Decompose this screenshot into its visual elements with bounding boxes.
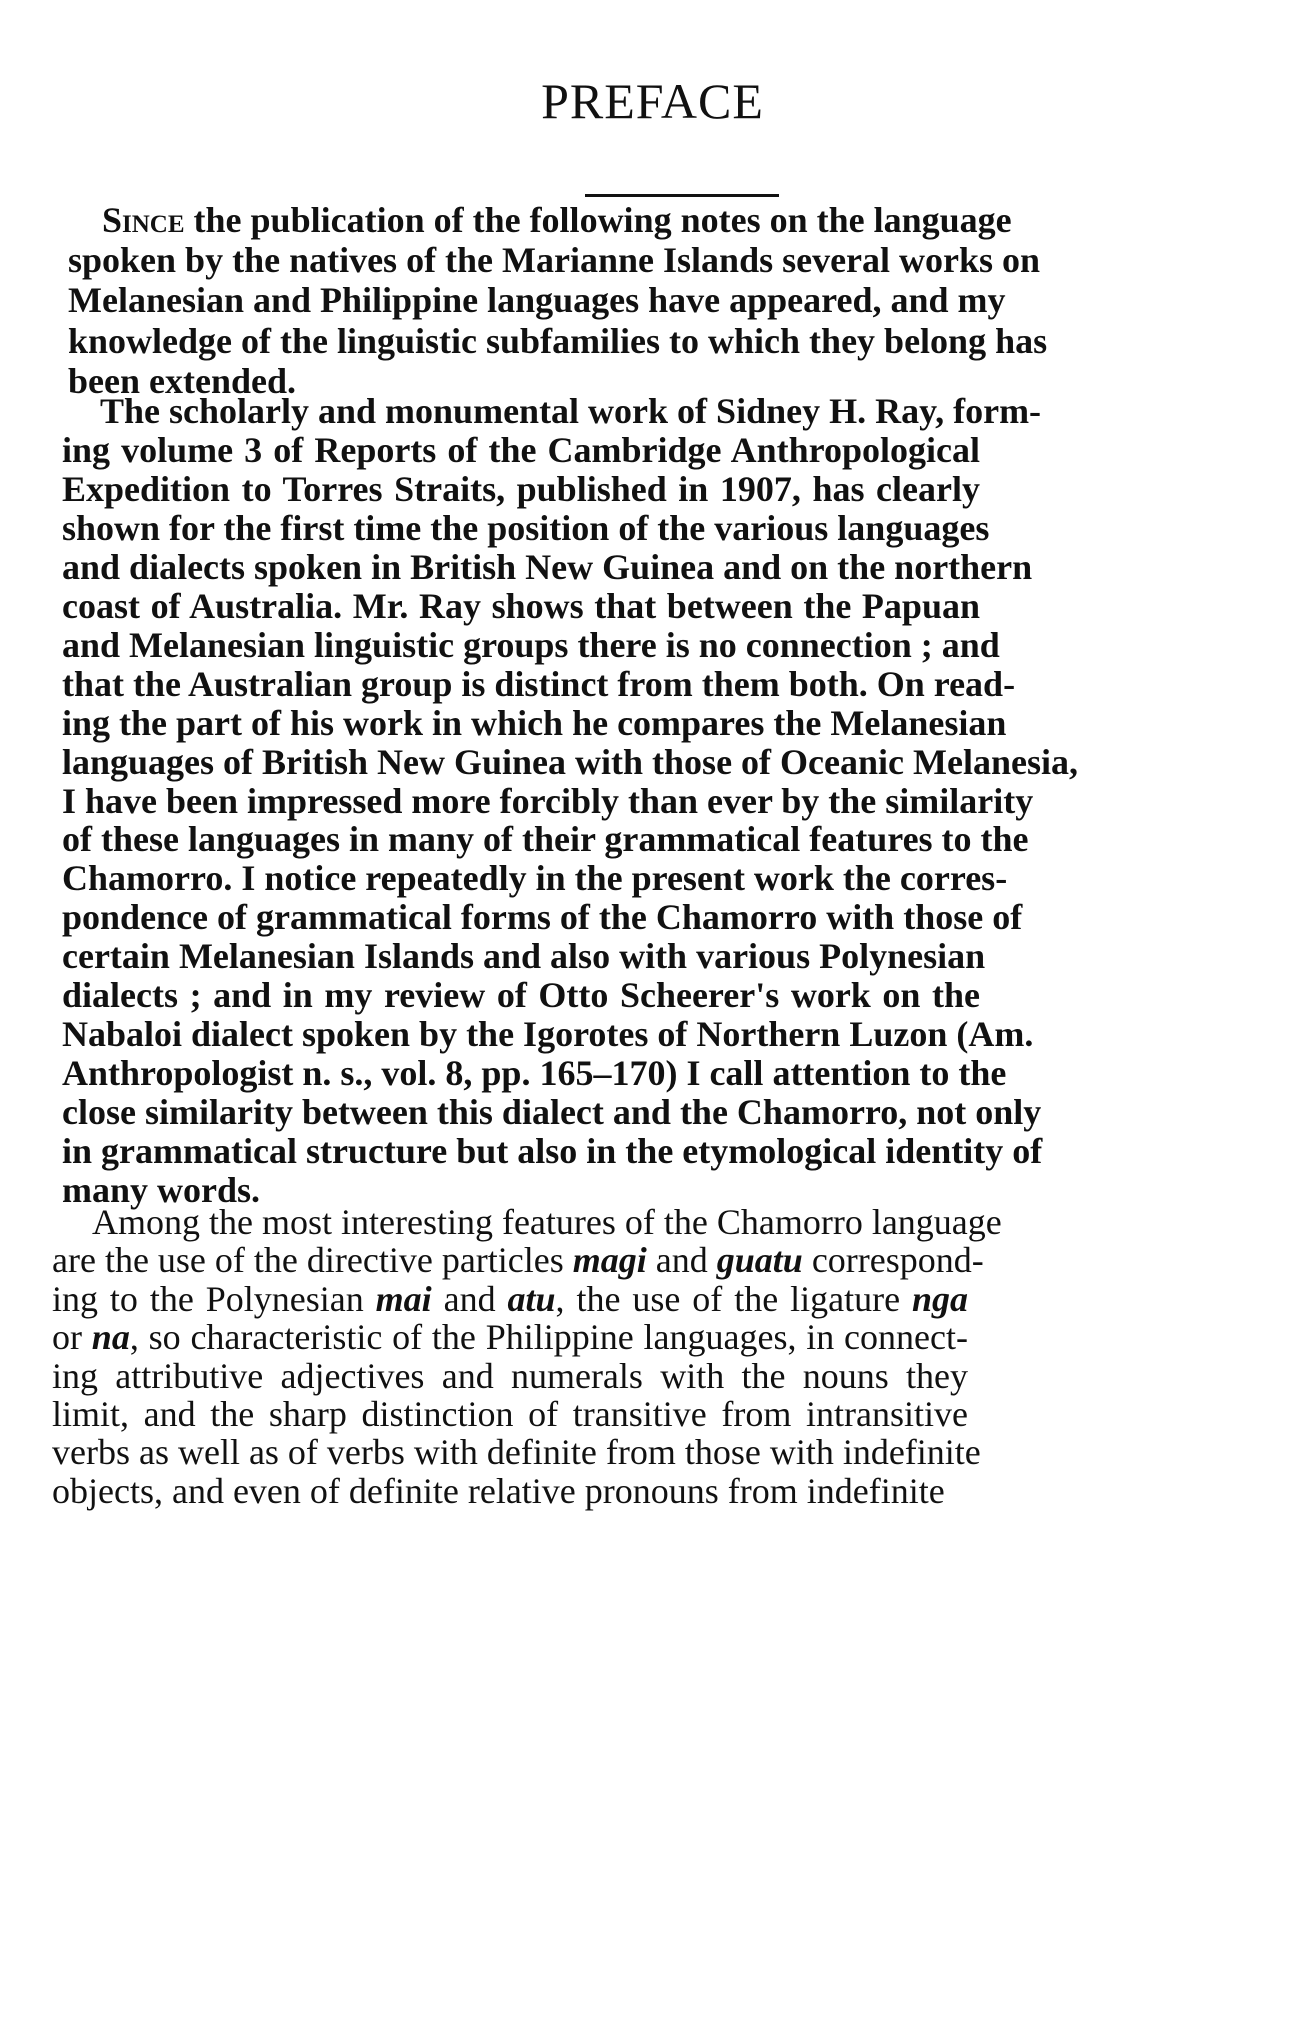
text-segment: the publication of the following notes on the language — [184, 200, 1012, 240]
text-segment: , the use of the ligature — [555, 1279, 912, 1319]
text-segment: and — [646, 1240, 717, 1280]
text-segment: are the use of the directive particles — [52, 1240, 573, 1280]
text-segment: close similarity between this dialect and the Chamorro, not only — [62, 1092, 1042, 1132]
text-segment: Chamorro. I notice repeatedly in the present work the corres- — [62, 858, 1008, 898]
text-segment: ing to the Polynesian — [52, 1279, 376, 1319]
italic-term: magi — [572, 1240, 647, 1280]
text-segment: or — [52, 1317, 92, 1357]
text-segment: certain Melanesian Islands and also with various Polynesian — [62, 936, 986, 976]
text-segment: shown for the first time the position of the various languages — [62, 508, 990, 548]
text-segment: Among the most interesting features of the Chamorro language — [92, 1202, 1002, 1242]
text-segment: Melanesian and Philippine languages have appeared, and my — [68, 280, 1006, 320]
text-segment: objects, and even of definite relative pronouns from indefinite — [52, 1471, 945, 1511]
text-segment: dialects ; and in my review of Otto Scheerer's work on the — [62, 975, 980, 1015]
text-segment: limit, and the sharp distinction of transitive from intransitive — [52, 1394, 968, 1434]
text-segment: ing volume 3 of Reports of the Cambridge Anthropological — [62, 430, 980, 470]
text-segment: been extended. — [68, 361, 296, 401]
text-segment: ing the part of his work in which he compares the Melanesian — [62, 703, 1007, 743]
text-segment: Expedition to Torres Straits, published in 1907, has clearly — [62, 469, 980, 509]
text-line — [52, 1467, 968, 1515]
text-segment: and — [431, 1279, 508, 1319]
text-segment: , so characteristic of the Philippine languages, in connect- — [129, 1317, 968, 1357]
text-segment: Anthropologist n. s., vol. 8, pp. 165–170) I call attention to the — [62, 1053, 1007, 1093]
text-segment: languages of British New Guinea with those of Oceanic Melanesia, — [62, 742, 1078, 782]
text-segment: knowledge of the linguistic subfamilies to which they belong has — [68, 321, 1048, 361]
text-segment: ing attributive adjectives and numerals with the nouns they — [52, 1356, 968, 1396]
text-segment: Since — [102, 200, 185, 240]
italic-term: nga — [911, 1279, 968, 1319]
text-segment: spoken by the natives of the Marianne Islands several works on — [68, 240, 1041, 280]
text-segment: correspond- — [802, 1240, 984, 1280]
text-segment: many words. — [62, 1170, 261, 1210]
text-segment: coast of Australia. Mr. Ray shows that between the Papuan — [62, 586, 980, 626]
page-title: PREFACE — [541, 73, 764, 129]
italic-term: na — [91, 1317, 130, 1357]
text-segment: in grammatical structure but also in the etymological identity of — [62, 1131, 1043, 1171]
italic-term: guatu — [716, 1240, 803, 1280]
text-segment: The scholarly and monumental work of Sidney H. Ray, form- — [100, 391, 1042, 431]
text-segment: and Melanesian linguistic groups there is no connection ; and — [62, 625, 1000, 665]
text-segment: and dialects spoken in British New Guinea and on the northern — [62, 547, 1033, 587]
text-segment: that the Australian group is distinct from them both. On read- — [62, 664, 1016, 704]
text-segment: verbs as well as of verbs with definite from those with indefinite — [52, 1432, 981, 1472]
text-segment: pondence of grammatical forms of the Chamorro with those of — [62, 897, 1023, 937]
text-segment: of these languages in many of their grammatical features to the — [62, 819, 1029, 859]
text-segment: I have been impressed more forcibly than ever by the similarity — [62, 781, 1034, 821]
text-segment: Nabaloi dialect spoken by the Igorotes of Northern Luzon (Am. — [62, 1014, 1034, 1054]
italic-term: atu — [507, 1279, 556, 1319]
italic-term: mai — [375, 1279, 432, 1319]
